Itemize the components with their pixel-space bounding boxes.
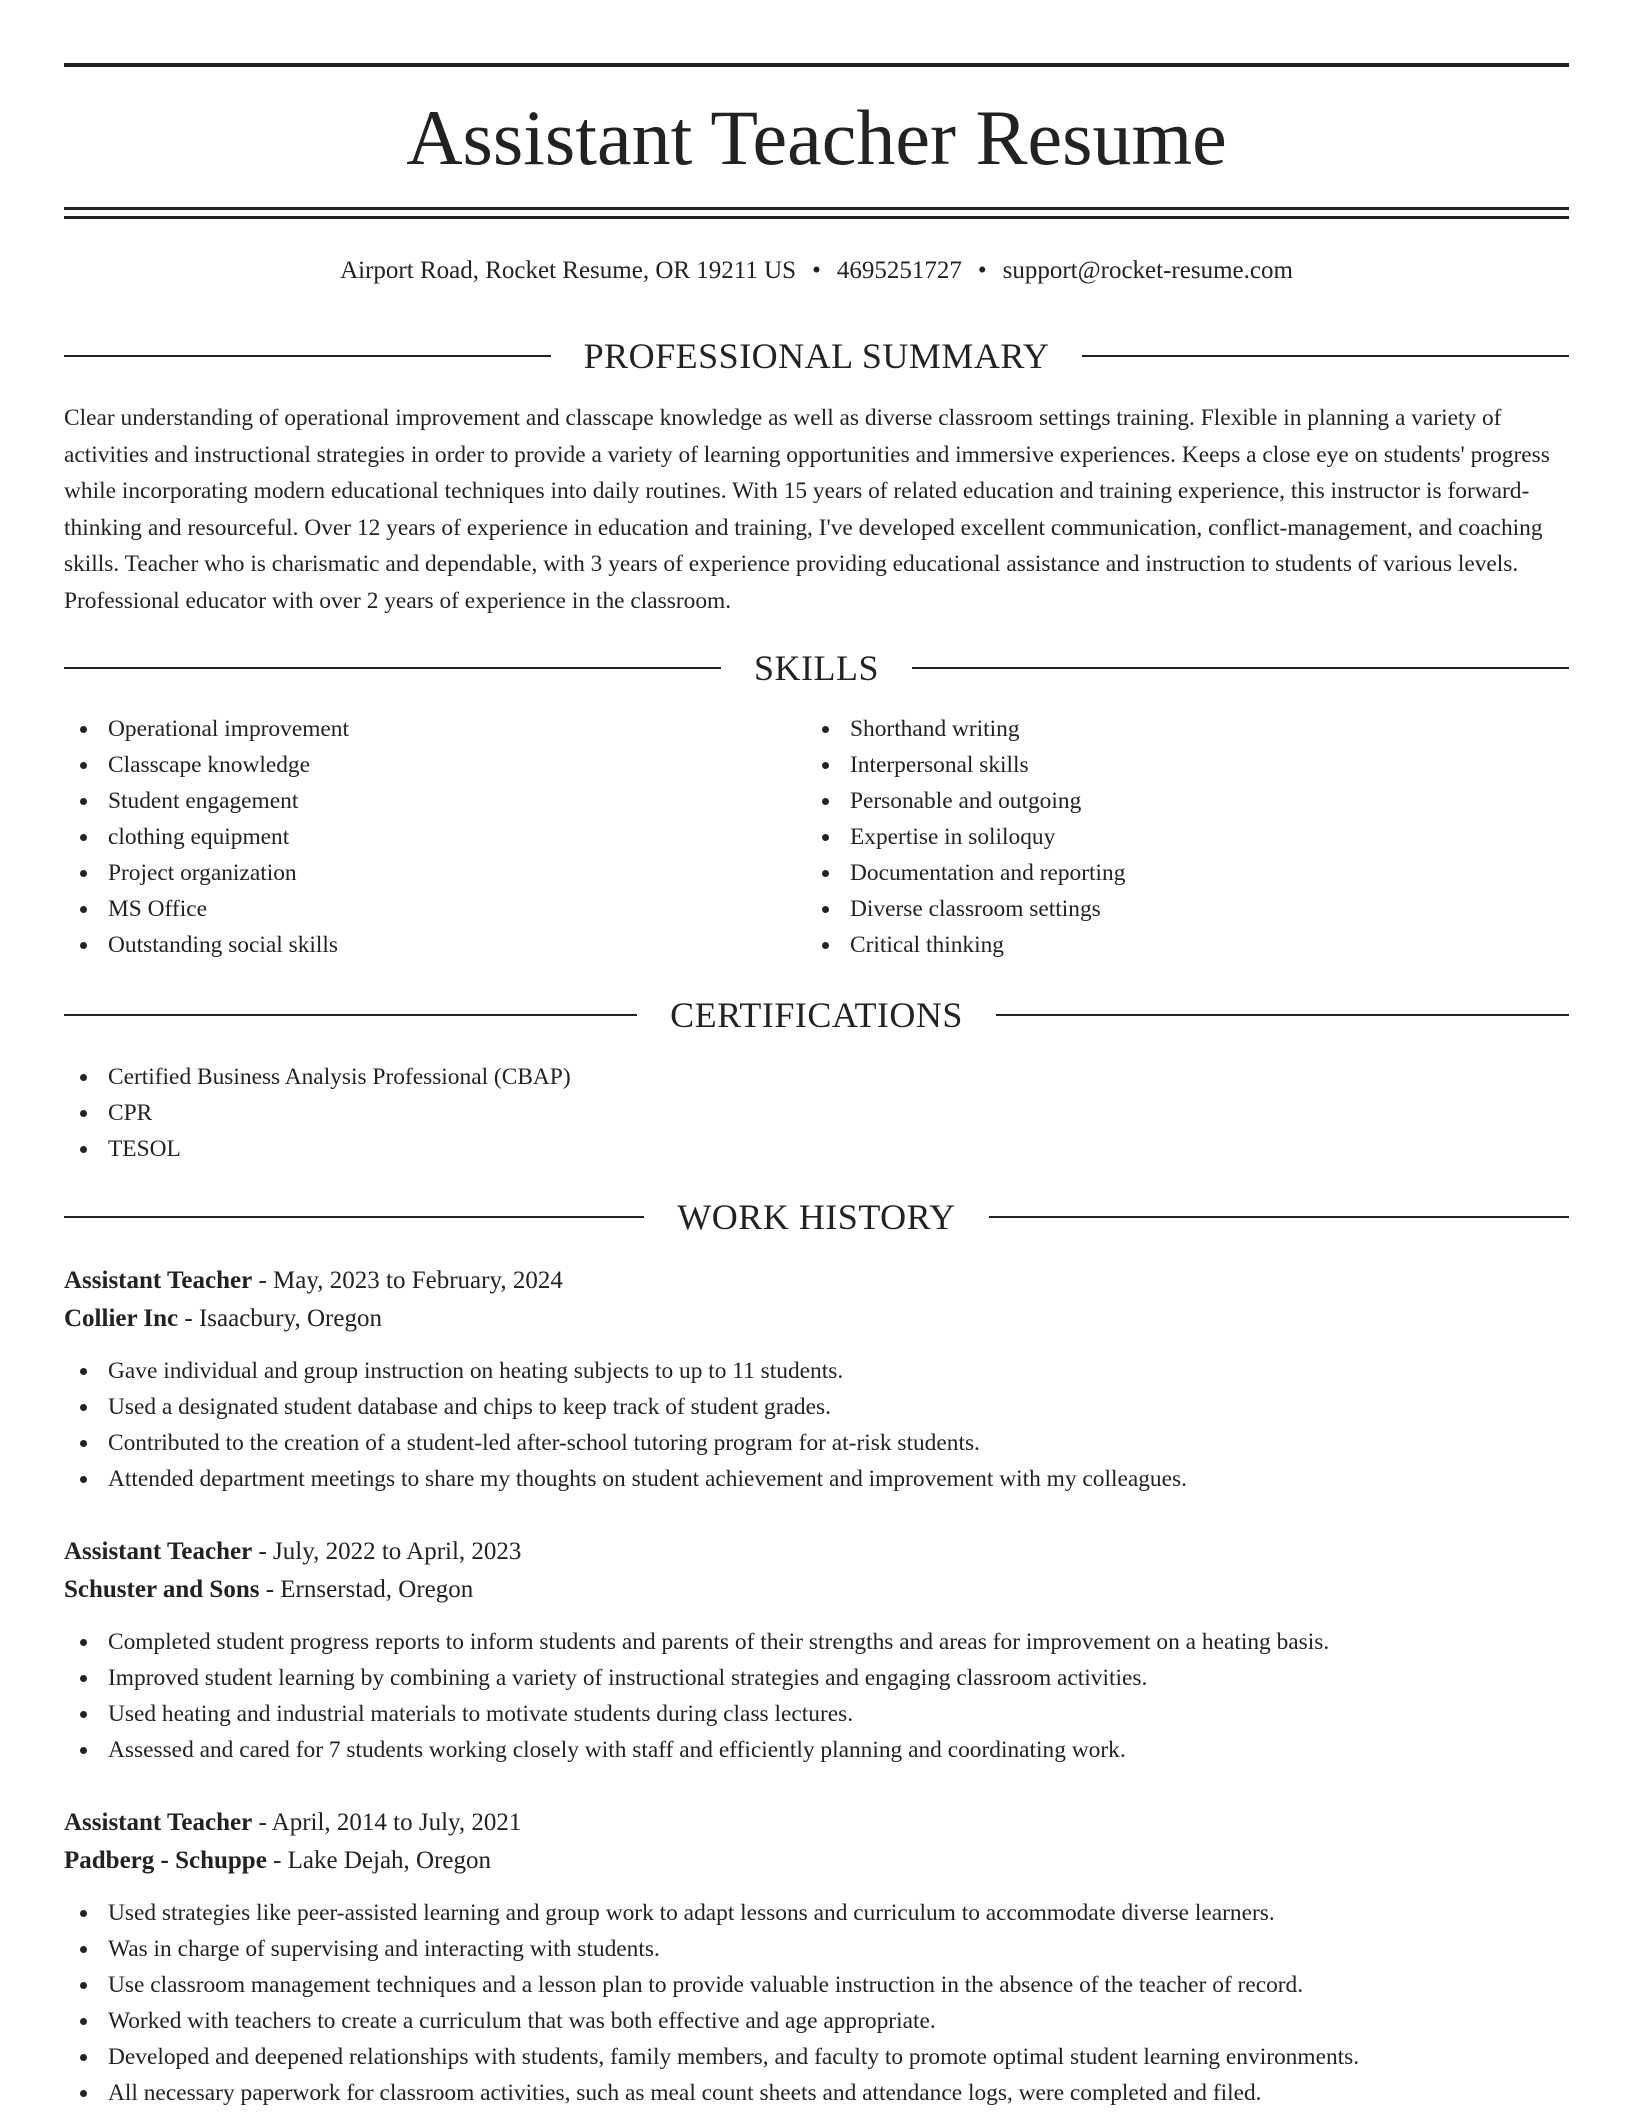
- skill-item: Personable and outgoing: [806, 783, 1506, 819]
- skill-item: Outstanding social skills: [64, 927, 764, 963]
- section-rule: [64, 1014, 637, 1016]
- job-location: - Ernserstad, Oregon: [259, 1576, 474, 1603]
- job-title-line: [64, 1533, 1569, 1571]
- skill-item: Project organization: [64, 855, 764, 891]
- skill-item: Diverse classroom settings: [806, 891, 1506, 927]
- section-title: WORK HISTORY: [677, 1197, 956, 1237]
- job-bullet: Used heating and industrial materials to motivate students during class lectures.: [64, 1696, 1569, 1732]
- summary-paragraph: Clear understanding of operational improvement and classcape knowledge as well as diverse classroom settings training. Flexible in planning a variety of activities and instructional strategies in order to provide a variety of learning opportunities and immersive experiences. Keeps a close eye on students' progress while incorporating modern educational techniques into daily routines. With 15 years of related education and training experience, this instructor is forward-thinking and resourceful. Over 12 years of experience in education and training, I've developed excellent communication, conflict-management, and coaching skills. Teacher who is charismatic and dependable, with 3 years of experience providing educational assistance and instruction to students of various levels. Professional educator with over 2 years of experience in the classroom.: [64, 405, 1550, 614]
- skill-item: Critical thinking: [806, 927, 1506, 963]
- section-header-work-history: [64, 1194, 1569, 1240]
- skill-item: Operational improvement: [64, 711, 764, 747]
- job-dates: - July, 2022 to April, 2023: [252, 1538, 522, 1565]
- section-title: SKILLS: [754, 648, 880, 688]
- job-dates: - April, 2014 to July, 2021: [252, 1809, 522, 1836]
- job-company-line: [64, 1571, 1569, 1609]
- certifications-list: [64, 1059, 1569, 1167]
- certification-item: TESOL: [64, 1131, 1569, 1167]
- job-bullet: Used strategies like peer-assisted learning and group work to adapt lessons and curriculum to accommodate diverse learners.: [64, 1895, 1569, 1931]
- job-bullet: Assessed and cared for 7 students working closely with staff and efficiently planning and coordinating work.: [64, 1732, 1569, 1768]
- section-rule: [989, 1216, 1569, 1218]
- job-bullet: Worked with teachers to create a curriculum that was both effective and age appropriate.: [64, 2003, 1569, 2039]
- section-header-summary: [64, 333, 1569, 379]
- job-entry: [64, 1262, 1569, 1497]
- resume-title: Assistant Teacher Resume: [406, 94, 1227, 181]
- skill-item: Classcape knowledge: [64, 747, 764, 783]
- section-rule: [64, 355, 551, 357]
- job-bullet: Contributed to the creation of a student-led after-school tutoring program for at-risk students.: [64, 1425, 1569, 1461]
- job-entry: [64, 1804, 1569, 2111]
- job-title: Assistant Teacher: [64, 1267, 253, 1294]
- job-bullet: Used a designated student database and chips to keep track of student grades.: [64, 1389, 1569, 1425]
- skill-item: Expertise in soliloquy: [806, 819, 1506, 855]
- job-entry: [64, 1533, 1569, 1768]
- job-location: - Isaacbury, Oregon: [178, 1305, 382, 1332]
- contact-line: [64, 253, 1569, 289]
- certification-item: CPR: [64, 1095, 1569, 1131]
- skills-list-right: [806, 711, 1506, 963]
- job-bullet: Gave individual and group instruction on heating subjects to up to 11 students.: [64, 1353, 1569, 1389]
- section-rule: [64, 667, 721, 669]
- job-title: Assistant Teacher: [64, 1809, 253, 1836]
- job-bullets: [64, 1624, 1569, 1768]
- section-header-skills: [64, 645, 1569, 691]
- contact-separator: •: [812, 257, 821, 284]
- job-bullet: Use classroom management techniques and a lesson plan to provide valuable instruction in the absence of the teacher of record.: [64, 1967, 1569, 2003]
- job-bullets: [64, 1895, 1569, 2111]
- skill-item: MS Office: [64, 891, 764, 927]
- job-title: Assistant Teacher: [64, 1538, 253, 1565]
- job-company: Collier Inc: [64, 1305, 179, 1332]
- job-title-line: [64, 1262, 1569, 1300]
- skill-item: clothing equipment: [64, 819, 764, 855]
- skill-item: Interpersonal skills: [806, 747, 1506, 783]
- contact-separator: •: [977, 257, 987, 284]
- job-bullet: Completed student progress reports to inform students and parents of their strengths and areas for improvement on a heating basis.: [64, 1624, 1569, 1660]
- job-bullets: [64, 1353, 1569, 1497]
- job-bullet: Developed and deepened relationships with students, family members, and faculty to promote optimal student learning environments.: [64, 2039, 1569, 2075]
- job-bullet: Improved student learning by combining a variety of instructional strategies and engaging classroom activities.: [64, 1660, 1569, 1696]
- job-bullet: Was in charge of supervising and interacting with students.: [64, 1931, 1569, 1967]
- section-rule: [1082, 355, 1569, 357]
- job-bullet: All necessary paperwork for classroom activities, such as meal count sheets and attendance logs, were completed and filed.: [64, 2075, 1569, 2111]
- job-company-line: [64, 1300, 1569, 1338]
- section-rule: [996, 1014, 1569, 1016]
- job-location: - Lake Dejah, Oregon: [266, 1847, 492, 1874]
- skills-list-left: [64, 711, 764, 963]
- section-header-certifications: [64, 992, 1569, 1038]
- skill-item: Shorthand writing: [806, 711, 1506, 747]
- section-title: PROFESSIONAL SUMMARY: [583, 336, 1050, 376]
- certification-item: Certified Business Analysis Professional (CBAP): [64, 1059, 1569, 1095]
- contact-email: support@rocket-resume.com: [1002, 257, 1293, 284]
- job-company: Padberg - Schuppe: [64, 1847, 267, 1874]
- job-company: Schuster and Sons: [64, 1576, 260, 1603]
- section-title: CERTIFICATIONS: [670, 995, 963, 1035]
- title-underline-rule: [64, 216, 1569, 219]
- job-bullet: Attended department meetings to share my thoughts on student achievement and improvement with my colleagues.: [64, 1461, 1569, 1497]
- skill-item: Documentation and reporting: [806, 855, 1506, 891]
- job-dates: - May, 2023 to February, 2024: [252, 1267, 563, 1294]
- contact-phone: 4695251727: [836, 257, 962, 284]
- title-underline-rule: [64, 207, 1569, 210]
- job-company-line: [64, 1842, 1569, 1880]
- skill-item: Student engagement: [64, 783, 764, 819]
- job-title-line: [64, 1804, 1569, 1842]
- section-rule: [64, 1216, 644, 1218]
- section-rule: [912, 667, 1569, 669]
- top-rule: [64, 63, 1569, 67]
- contact-address: Airport Road, Rocket Resume, OR 19211 US: [340, 257, 797, 284]
